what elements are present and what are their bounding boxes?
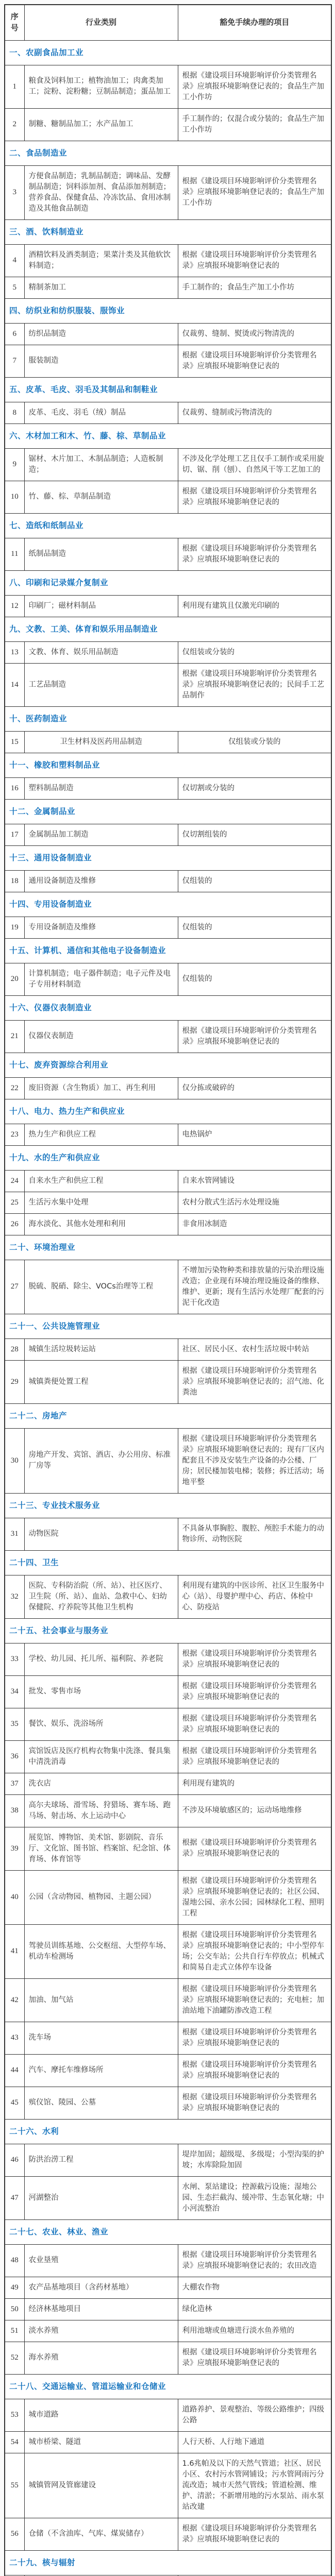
industry-category-cell: 城镇生活垃圾转运站 <box>24 1338 178 1360</box>
table-row <box>5 2575 331 2576</box>
exempt-items-cell: 根据《建设项目环境影响评价分类管理名录》应填报环境影响登记表的；民间手工艺品制作 <box>178 663 331 706</box>
industry-category-cell: 粮食及饲料加工；植物油加工；肉禽类加工；淀粉、淀粉糖；豆制品制造；蛋品加工 <box>24 65 178 108</box>
exempt-items-cell: 根据《建设项目环境影响评价分类管理名录》应填报环境影响登记表的 <box>178 1740 331 1773</box>
row-number-cell: 43 <box>5 2022 24 2054</box>
industry-category-cell: 防洪治涝工程 <box>24 2144 178 2176</box>
row-number-cell: 18 <box>5 870 24 892</box>
section-header-row <box>5 1403 331 1428</box>
row-number-cell: 4 <box>5 244 24 277</box>
table-row <box>5 1924 331 1978</box>
row-number-cell: 53 <box>5 2399 24 2431</box>
section-header-row <box>5 938 331 963</box>
section-header-row <box>5 1099 331 1124</box>
table-row <box>5 538 331 570</box>
row-number-cell: 21 <box>5 1020 24 1053</box>
table-body <box>5 40 331 2576</box>
exempt-items-cell: 水闸、泵站建设；控源截污设施；湿地公园、生态拦截沟、缓冲带、生态氧化塘；中小河流整治 <box>178 2176 331 2219</box>
row-number-cell: 41 <box>5 1924 24 1978</box>
table-row <box>5 917 331 938</box>
row-number-cell: 35 <box>5 1708 24 1740</box>
industry-category-cell: 海水养殖 <box>24 2342 178 2374</box>
industry-category-cell: 金属制品加工制造 <box>24 824 178 845</box>
industry-category-cell: 城镇粪便处置工程 <box>24 1360 178 1403</box>
section-header-row <box>5 753 331 777</box>
row-number-cell: 19 <box>5 917 24 938</box>
table-row <box>5 1643 331 1675</box>
industry-category-cell: 经济林基地项目 <box>24 2298 178 2320</box>
industry-category-cell: 高尔夫球场、滑雪场、狩猎场、赛车场、跑马场、射击场、水上运动中心 <box>24 1794 178 1827</box>
table-row <box>5 1124 331 1145</box>
row-number-cell: 22 <box>5 1077 24 1099</box>
section-title: 一、农副食品加工业 <box>5 40 331 65</box>
industry-category-cell <box>24 2575 178 2576</box>
section-header-row <box>5 1314 331 1338</box>
row-number-cell: 54 <box>5 2431 24 2453</box>
exempt-items-cell <box>178 2575 331 2576</box>
exempt-items-cell: 农村分散式生活污水处理设施 <box>178 1192 331 1213</box>
table-row <box>5 2320 331 2342</box>
table-row <box>5 2022 331 2054</box>
exempt-items-cell: 仅组装的 <box>178 963 331 995</box>
industry-category-cell: 专用设备制造及维修 <box>24 917 178 938</box>
industry-category-cell: 城市道路 <box>24 2399 178 2431</box>
table-row <box>5 1338 331 1360</box>
section-title: 五、皮革、毛皮、羽毛及其制品和制鞋业 <box>5 377 331 402</box>
industry-category-cell: 学校、幼儿园、托儿所、福利院、养老院 <box>24 1643 178 1675</box>
section-title: 八、印刷和记录媒介复制业 <box>5 570 331 595</box>
exempt-items-cell: 1.6兆帕及以下的天然气管道；社区、居民小区、农村污水管网铺设；污水管网雨污分流改造；城市天然气管线；管道检测、维护、清淤；不新增用地的污水泵站、雨水泵站改建 <box>178 2453 331 2518</box>
industry-category-cell: 宾馆饭店及医疗机构衣物集中洗涤、餐具集中清洗消毒 <box>24 1740 178 1773</box>
section-title: 二十八、交通运输业、管道运输业和仓储业 <box>5 2374 331 2399</box>
exempt-items-cell: 根据《建设项目环境影响评价分类管理名录》应填报环境影响登记表的 <box>178 244 331 277</box>
section-title: 十五、计算机、通信和其他电子设备制造业 <box>5 938 331 963</box>
exempt-items-cell: 堤岸加固；超级堤、多级堤；小型沟渠的护坡；水库除险加固 <box>178 2144 331 2176</box>
table-row <box>5 2277 331 2298</box>
column-header-serial-number: 序号 <box>5 5 24 40</box>
exempt-items-cell: 根据《建设项目环境影响评价分类管理名录》应填报环境影响登记表的 <box>178 2518 331 2550</box>
exempt-items-cell: 根据《建设项目环境影响评价分类管理名录》应填报环境影响登记表的 <box>178 345 331 377</box>
exemption-table <box>4 4 332 2576</box>
industry-category-cell: 汽车、摩托车维修场所 <box>24 2054 178 2087</box>
row-number-cell: 40 <box>5 1870 24 1924</box>
section-title: 二十六、水利 <box>5 2119 331 2144</box>
exempt-items-cell: 根据《建设项目环境影响评价分类管理名录》应填报环境影响登记表的 <box>178 1020 331 1053</box>
row-number-cell: 9 <box>5 448 24 481</box>
table-row <box>5 2054 331 2087</box>
industry-category-cell: 文教、体育、娱乐用品制造 <box>24 641 178 663</box>
section-title: 四、纺织业和纺织服装、服饰业 <box>5 298 331 323</box>
exempt-items-cell: 不涉及化学处理工艺且仅手工制作或采用旋切、锯、削（刨）、自然风干等工艺加工的 <box>178 448 331 481</box>
section-title: 七、造纸和纸制品业 <box>5 513 331 538</box>
row-number-cell: 37 <box>5 1773 24 1794</box>
exempt-items-cell: 自来水管网铺设 <box>178 1170 331 1192</box>
table-row <box>5 2431 331 2453</box>
table-row <box>5 1428 331 1493</box>
exempt-items-cell: 根据《建设项目环境影响评价分类管理名录》应填报环境影响登记表的 <box>178 2342 331 2374</box>
table-row <box>5 1360 331 1403</box>
industry-category-cell: 加油、加气站 <box>24 1978 178 2022</box>
industry-category-cell: 锯材、木片加工、木制品制造；人造板制造； <box>24 448 178 481</box>
section-title: 二十七、农业、林业、渔业 <box>5 2219 331 2244</box>
table-row <box>5 448 331 481</box>
section-header-row <box>5 570 331 595</box>
table-row <box>5 870 331 892</box>
industry-category-cell: 工艺品制造 <box>24 663 178 706</box>
exempt-items-cell: 根据《建设项目环境影响评价分类管理名录》应填报环境影响登记表的 <box>178 1708 331 1740</box>
table-row <box>5 663 331 706</box>
industry-category-cell: 洗衣店 <box>24 1773 178 1794</box>
exempt-items-cell: 根据《建设项目环境影响评价分类管理名录》应填报环境影响登记表的；食品生产加工小作坊 <box>178 65 331 108</box>
section-header-row <box>5 892 331 917</box>
exempt-items-cell: 根据《建设项目环境影响评价分类管理名录》应填报环境影响登记表的 <box>178 481 331 513</box>
row-number-cell: 46 <box>5 2144 24 2176</box>
row-number-cell: 14 <box>5 663 24 706</box>
row-number-cell: 45 <box>5 2087 24 2119</box>
section-title: 二十二、房地产 <box>5 1403 331 1428</box>
row-number-cell: 7 <box>5 345 24 377</box>
industry-category-cell: 洗车场 <box>24 2022 178 2054</box>
exempt-items-cell: 手工制作的；食品生产加工小作坊 <box>178 277 331 298</box>
exempt-items-cell: 仅组装的 <box>178 870 331 892</box>
section-title: 二十、环境治理业 <box>5 1235 331 1260</box>
industry-category-cell: 竹、藤、棕、草制品制造 <box>24 481 178 513</box>
section-title: 十二、金属制品业 <box>5 799 331 824</box>
table-row <box>5 1575 331 1618</box>
row-number-cell: 13 <box>5 641 24 663</box>
table-header-row <box>5 5 331 40</box>
table-row <box>5 1708 331 1740</box>
industry-category-cell: 皮革、毛皮、羽毛（绒）制品 <box>24 402 178 423</box>
row-number-cell: 3 <box>5 165 24 219</box>
table-row <box>5 402 331 423</box>
industry-category-cell: 海水淡化、其他水处理和利用 <box>24 1213 178 1235</box>
table-row <box>5 65 331 108</box>
exempt-items-cell: 根据《建设项目环境影响评价分类管理名录》应填报环境影响登记表的 <box>178 2054 331 2087</box>
row-number-cell: 29 <box>5 1360 24 1403</box>
exempt-items-cell: 利用现有建筑的 <box>178 1773 331 1794</box>
row-number-cell: 24 <box>5 1170 24 1192</box>
table-row <box>5 1020 331 1053</box>
row-number-cell <box>5 2575 24 2576</box>
industry-category-cell: 城镇管网及管廊建设 <box>24 2453 178 2518</box>
section-header-row <box>5 1618 331 1643</box>
section-header-row <box>5 423 331 448</box>
industry-category-cell: 卫生材料及医药用品制造 <box>24 731 178 753</box>
section-title: 十六、仪器仪表制造业 <box>5 995 331 1020</box>
table-row <box>5 345 331 377</box>
section-header-row <box>5 1145 331 1170</box>
section-title: 十一、橡胶和塑料制品业 <box>5 753 331 777</box>
table-row <box>5 2176 331 2219</box>
row-number-cell: 30 <box>5 1428 24 1493</box>
table-row <box>5 1978 331 2022</box>
table-row <box>5 244 331 277</box>
exempt-items-cell: 根据《建设项目环境影响评价分类管理名录》应填报环境影响登记表的；充电桩；加油站地下油罐防渗改造工程 <box>178 1978 331 2022</box>
table-row <box>5 1170 331 1192</box>
industry-category-cell: 脱硫、脱硝、除尘、VOCs治理等工程 <box>24 1260 178 1314</box>
section-title: 十三、通用设备制造业 <box>5 845 331 870</box>
industry-category-cell: 展览馆、博物馆、美术馆、影剧院、音乐厅、文化馆、图书馆、档案馆、纪念馆、体育场、体育馆等 <box>24 1827 178 1870</box>
row-number-cell: 26 <box>5 1213 24 1235</box>
exempt-items-cell: 根据《建设项目环境影响评价分类管理名录》应填报环境影响登记表的；食品生产加工小作坊 <box>178 165 331 219</box>
section-header-row <box>5 1550 331 1575</box>
industry-category-cell: 纸制品制造 <box>24 538 178 570</box>
table-row <box>5 1870 331 1924</box>
exempt-items-cell: 电热锅炉 <box>178 1124 331 1145</box>
table-row <box>5 824 331 845</box>
table-row <box>5 1794 331 1827</box>
table-row <box>5 963 331 995</box>
industry-category-cell: 殡仪馆、陵园、公墓 <box>24 2087 178 2119</box>
exempt-items-cell: 社区、居民小区、农村生活垃圾中转站 <box>178 1338 331 1360</box>
industry-category-cell: 农产品基地项目（含药材基地） <box>24 2277 178 2298</box>
exempt-items-cell: 根据《建设项目环境影响评价分类管理名录》应填报环境影响登记表的 <box>178 538 331 570</box>
row-number-cell: 11 <box>5 538 24 570</box>
table-row <box>5 2342 331 2374</box>
table-row <box>5 1213 331 1235</box>
row-number-cell: 52 <box>5 2342 24 2374</box>
section-header-row <box>5 845 331 870</box>
exempt-items-cell: 根据《建设项目环境影响评价分类管理名录》应填报环境影响登记表的；沼气池、化粪池 <box>178 1360 331 1403</box>
table-row <box>5 323 331 345</box>
table-row <box>5 1740 331 1773</box>
section-header-row <box>5 706 331 731</box>
section-header-row <box>5 298 331 323</box>
row-number-cell: 49 <box>5 2277 24 2298</box>
table-row <box>5 1675 331 1708</box>
table-row <box>5 2518 331 2550</box>
section-title: 九、文教、工美、体育和娱乐用品制造业 <box>5 617 331 641</box>
industry-category-cell: 房地产开发、宾馆、酒店、办公用房、标准厂房等 <box>24 1428 178 1493</box>
table-row <box>5 1827 331 1870</box>
industry-category-cell: 热力生产和供应工程 <box>24 1124 178 1145</box>
industry-category-cell: 驾驶员训练基地、公交枢纽、大型停车场、机动车检测场 <box>24 1924 178 1978</box>
row-number-cell: 20 <box>5 963 24 995</box>
exempt-items-cell: 道路养护、景观整治、等级公路维护；四级公路 <box>178 2399 331 2431</box>
section-header-row <box>5 2550 331 2575</box>
table-row <box>5 1773 331 1794</box>
exempt-items-cell: 绿化造林 <box>178 2298 331 2320</box>
section-header-row <box>5 995 331 1020</box>
exempt-items-cell: 利用池塘或鱼塘进行淡水鱼养殖的 <box>178 2320 331 2342</box>
industry-category-cell: 精制茶加工 <box>24 277 178 298</box>
industry-category-cell: 制糖、糖制品加工；水产品加工 <box>24 108 178 141</box>
row-number-cell: 6 <box>5 323 24 345</box>
row-number-cell: 44 <box>5 2054 24 2087</box>
row-number-cell: 8 <box>5 402 24 423</box>
section-title: 三、酒、饮料制造业 <box>5 219 331 244</box>
industry-category-cell: 服装制造 <box>24 345 178 377</box>
section-header-row <box>5 799 331 824</box>
exempt-items-cell: 非食用冰制造 <box>178 1213 331 1235</box>
industry-category-cell: 动物医院 <box>24 1518 178 1550</box>
exempt-items-cell: 根据《建设项目环境影响评价分类管理名录》应填报环境影响登记表的 <box>178 1675 331 1708</box>
row-number-cell: 28 <box>5 1338 24 1360</box>
row-number-cell: 56 <box>5 2518 24 2550</box>
industry-category-cell: 生活污水集中处理 <box>24 1192 178 1213</box>
section-header-row <box>5 1493 331 1518</box>
table-row <box>5 108 331 141</box>
industry-category-cell: 城市桥梁、隧道 <box>24 2431 178 2453</box>
table-row <box>5 641 331 663</box>
industry-category-cell: 印刷厂；磁材料制品 <box>24 595 178 617</box>
exempt-items-cell: 根据《建设项目环境影响评价分类管理名录》应填报环境影响登记表的；社区公园、湿地公园、亲水公园；园林绿化工程、照明工程 <box>178 1870 331 1924</box>
industry-category-cell: 酒精饮料及酒类制造；果菜汁类及其他软饮料制造； <box>24 244 178 277</box>
table-row <box>5 1077 331 1099</box>
table-row <box>5 481 331 513</box>
exempt-items-cell: 根据《建设项目环境影响评价分类管理名录》应填报环境影响登记表的 <box>178 1827 331 1870</box>
row-number-cell: 15 <box>5 731 24 753</box>
section-title: 十九、水的生产和供应业 <box>5 1145 331 1170</box>
section-header-row <box>5 141 331 165</box>
exempt-items-cell: 不涉及环境敏感区的；运动场地维修 <box>178 1794 331 1827</box>
row-number-cell: 38 <box>5 1794 24 1827</box>
exempt-items-cell: 不具备从事胸腔、腹腔、颅腔手术能力的动物诊所、动物医院 <box>178 1518 331 1550</box>
section-title: 二、食品制造业 <box>5 141 331 165</box>
row-number-cell: 47 <box>5 2176 24 2219</box>
section-header-row <box>5 1235 331 1260</box>
section-header-row <box>5 40 331 65</box>
column-header-industry-category: 行业类别 <box>24 5 178 40</box>
row-number-cell: 12 <box>5 595 24 617</box>
section-title: 十四、专用设备制造业 <box>5 892 331 917</box>
exempt-items-cell: 仅组装或分装的 <box>178 731 331 753</box>
table-row <box>5 2453 331 2518</box>
row-number-cell: 31 <box>5 1518 24 1550</box>
row-number-cell: 50 <box>5 2298 24 2320</box>
section-title: 十、医药制造业 <box>5 706 331 731</box>
row-number-cell: 27 <box>5 1260 24 1314</box>
industry-category-cell: 淡水养殖 <box>24 2320 178 2342</box>
industry-category-cell: 仪器仪表制造 <box>24 1020 178 1053</box>
column-header-exempt-items: 豁免手续办理的项目 <box>178 5 331 40</box>
table-row <box>5 2298 331 2320</box>
table-row <box>5 1518 331 1550</box>
section-header-row <box>5 2119 331 2144</box>
section-title: 二十三、专业技术服务业 <box>5 1493 331 1518</box>
row-number-cell: 23 <box>5 1124 24 1145</box>
section-header-row <box>5 1053 331 1077</box>
section-header-row <box>5 2219 331 2244</box>
exempt-items-cell: 根据《建设项目环境影响评价分类管理名录》应填报环境影响登记表的 <box>178 1643 331 1675</box>
row-number-cell: 1 <box>5 65 24 108</box>
table-row <box>5 2144 331 2176</box>
exempt-items-cell: 仅切割或分装的 <box>178 777 331 799</box>
industry-category-cell: 方便食品制造；乳制品制造；调味品、发酵制品制造；饲料添加剂、食品添加剂制造；营养食品、保健食品、冷冻饮品、食用冰制造及其他食品制造 <box>24 165 178 219</box>
industry-category-cell: 塑料制品制造 <box>24 777 178 799</box>
row-number-cell: 17 <box>5 824 24 845</box>
industry-category-cell: 仓储（不含油库、气库、煤炭储存） <box>24 2518 178 2550</box>
exempt-items-cell: 仅分拣或破碎的 <box>178 1077 331 1099</box>
industry-category-cell: 通用设备制造及维修 <box>24 870 178 892</box>
industry-category-cell: 纺织品制造 <box>24 323 178 345</box>
section-header-row <box>5 617 331 641</box>
section-title: 二十五、社会事业与服务业 <box>5 1618 331 1643</box>
row-number-cell: 2 <box>5 108 24 141</box>
industry-category-cell: 公园（含动物园、植物园、主题公园） <box>24 1870 178 1924</box>
section-title: 二十四、卫生 <box>5 1550 331 1575</box>
row-number-cell: 48 <box>5 2244 24 2277</box>
table-row <box>5 165 331 219</box>
row-number-cell: 10 <box>5 481 24 513</box>
exempt-items-cell: 仅组装的 <box>178 917 331 938</box>
industry-category-cell: 农业垦殖 <box>24 2244 178 2277</box>
table-row <box>5 2244 331 2277</box>
exempt-items-cell: 仅裁剪、缝制、熨烫或污物清洗的 <box>178 323 331 345</box>
table-row <box>5 1192 331 1213</box>
industry-category-cell: 计算机制造；电子器件制造；电子元件及电子专用材料制造 <box>24 963 178 995</box>
table-row <box>5 2087 331 2119</box>
exempt-items-cell: 仅切割组装的 <box>178 824 331 845</box>
section-header-row <box>5 377 331 402</box>
row-number-cell: 39 <box>5 1827 24 1870</box>
table-row <box>5 277 331 298</box>
section-title: 六、木材加工和木、竹、藤、棕、草制品业 <box>5 423 331 448</box>
industry-category-cell: 河湖整治 <box>24 2176 178 2219</box>
section-title: 二十九、核与辐射 <box>5 2550 331 2575</box>
exempt-items-cell: 根据《建设项目环境影响评价分类管理名录》应填报环境影响登记表的 <box>178 2087 331 2119</box>
section-header-row <box>5 219 331 244</box>
section-title: 十八、电力、热力生产和供应业 <box>5 1099 331 1124</box>
row-number-cell: 36 <box>5 1740 24 1773</box>
industry-category-cell: 批发、零售市场 <box>24 1675 178 1708</box>
exempt-items-cell: 根据《建设项目环境影响评价分类管理名录》应填报环境影响登记表的；农田改造 <box>178 2244 331 2277</box>
industry-category-cell: 医院、专科防治院（所、站）、社区医疗、卫生院（所、站）、血站、急救中心、妇幼保健院、疗养院等其他卫生机构 <box>24 1575 178 1618</box>
exempt-items-cell: 大棚农作物 <box>178 2277 331 2298</box>
table-row <box>5 731 331 753</box>
row-number-cell: 25 <box>5 1192 24 1213</box>
exempt-items-cell: 根据《建设项目环境影响评价分类管理名录》应填报环境影响登记表的；现有厂区内配套且不涉及安装生产设备的办公楼、厂房；居民楼加装电梯；装修；拆迁活动；场地平整 <box>178 1428 331 1493</box>
row-number-cell: 33 <box>5 1643 24 1675</box>
table-row <box>5 2399 331 2431</box>
section-header-row <box>5 513 331 538</box>
table-row <box>5 1260 331 1314</box>
section-header-row <box>5 2374 331 2399</box>
exempt-items-cell: 仅组装或分装的 <box>178 641 331 663</box>
exempt-items-cell: 人行天桥、人行地下通道 <box>178 2431 331 2453</box>
row-number-cell: 16 <box>5 777 24 799</box>
row-number-cell: 42 <box>5 1978 24 2022</box>
row-number-cell: 34 <box>5 1675 24 1708</box>
row-number-cell: 55 <box>5 2453 24 2518</box>
exempt-items-cell: 利用现有建筑的中医诊所、社区卫生服务中心（站）、母婴护理中心、药店、体检中心、防疫站 <box>178 1575 331 1618</box>
exempt-items-cell: 不增加污染物种类和排放量的污染治理设施改造；企业现有环境治理设施设备的维修、维护、更新；现有生活污水处理厂配套的污泥干化改造 <box>178 1260 331 1314</box>
industry-category-cell: 餐饮、娱乐、洗浴场所 <box>24 1708 178 1740</box>
exempt-items-cell: 仅裁剪、缝制或污物清洗的 <box>178 402 331 423</box>
exempt-items-cell: 根据《建设项目环境影响评价分类管理名录》应填报环境影响登记表的；中小型停车场；公交车站；公共自行车停放点；机械式和简易自走式立体停车设备 <box>178 1924 331 1978</box>
industry-category-cell: 自来水生产和供应工程 <box>24 1170 178 1192</box>
row-number-cell: 32 <box>5 1575 24 1618</box>
exempt-items-cell: 利用现有建筑且仅激光印刷的 <box>178 595 331 617</box>
row-number-cell: 5 <box>5 277 24 298</box>
section-title: 二十一、公共设施管理业 <box>5 1314 331 1338</box>
exempt-items-cell: 根据《建设项目环境影响评价分类管理名录》应填报环境影响登记表的 <box>178 2022 331 2054</box>
table-row <box>5 777 331 799</box>
row-number-cell: 51 <box>5 2320 24 2342</box>
industry-category-cell: 废旧资源（含生物质）加工、再生利用 <box>24 1077 178 1099</box>
section-title: 十七、废弃资源综合利用业 <box>5 1053 331 1077</box>
table-row <box>5 595 331 617</box>
exempt-items-cell: 手工制作的；仅混合或分装的；食品生产加工小作坊 <box>178 108 331 141</box>
